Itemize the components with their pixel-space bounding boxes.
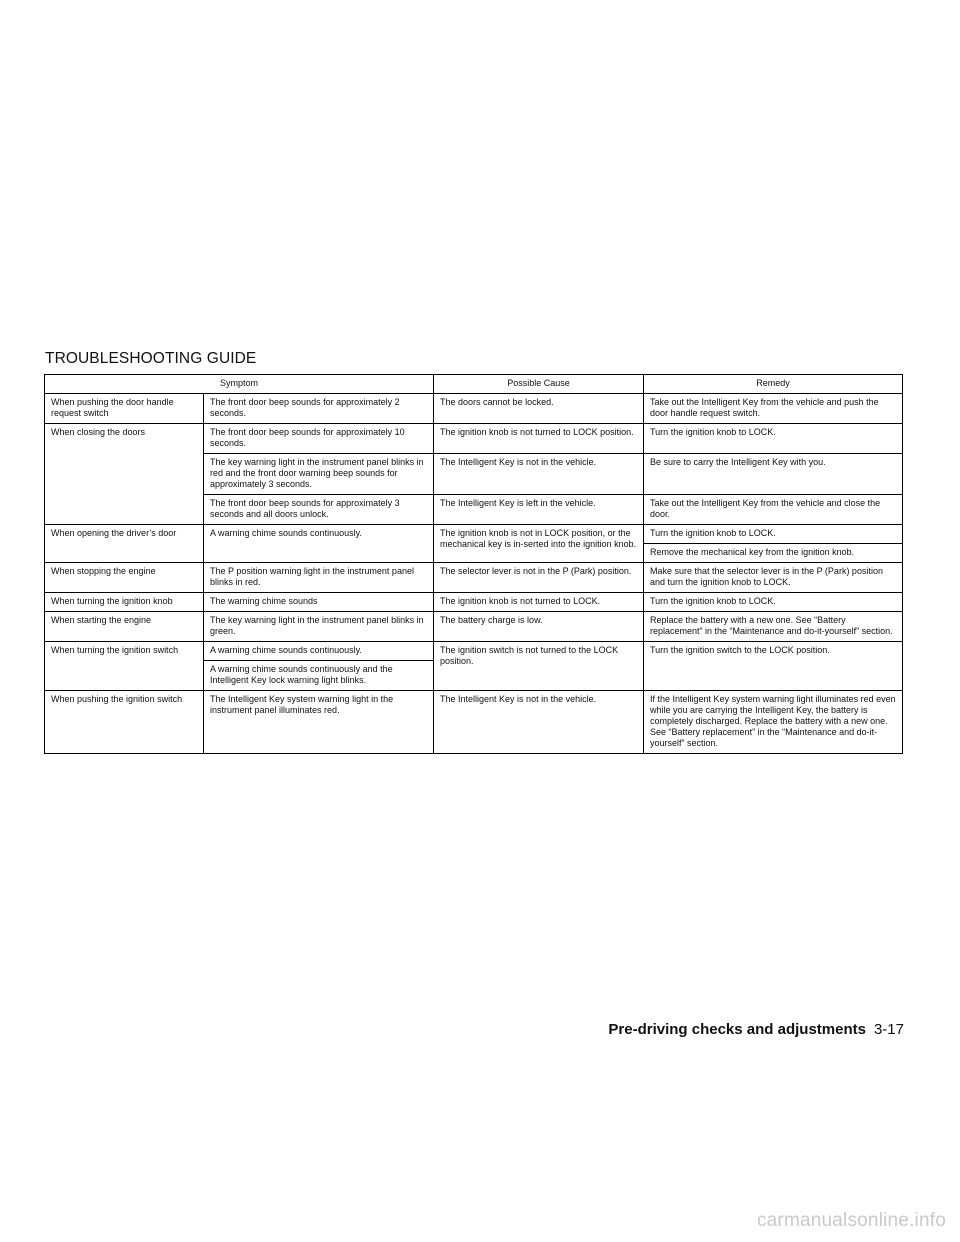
- cause-cell: The Intelligent Key is not in the vehicle.: [434, 691, 644, 754]
- table-row: [45, 424, 903, 454]
- table-row: [45, 642, 903, 661]
- remedy-cell: Replace the battery with a new one. See “Battery replacement” in the “Maintenance and do-it-yourself” section.: [644, 612, 903, 642]
- situation-cell: When pushing the door handle request switch: [45, 394, 204, 424]
- footer-section-title: Pre-driving checks and adjustments: [608, 1021, 866, 1038]
- cause-cell: The Intelligent Key is left in the vehicle.: [434, 495, 644, 525]
- situation-cell: When pushing the ignition switch: [45, 691, 204, 754]
- symptom-cell: The Intelligent Key system warning light in the instrument panel illuminates red.: [204, 691, 434, 754]
- table-row: [45, 691, 903, 754]
- symptom-cell: The P position warning light in the instrument panel blinks in red.: [204, 563, 434, 593]
- remedy-cell: Make sure that the selector lever is in the P (Park) position and turn the ignition knob to LOCK.: [644, 563, 903, 593]
- situation-cell: When stopping the engine: [45, 563, 204, 593]
- header-symptom: Symptom: [45, 375, 434, 394]
- page-footer: [608, 1021, 904, 1038]
- remedy-cell: Turn the ignition knob to LOCK.: [644, 424, 903, 454]
- troubleshooting-table: [44, 374, 903, 754]
- page-number: 3-17: [873, 1021, 904, 1038]
- watermark: carmanualsonline.info: [756, 1210, 946, 1231]
- symptom-cell: The warning chime sounds: [204, 593, 434, 612]
- situation-cell: When starting the engine: [45, 612, 204, 642]
- cause-cell: The doors cannot be locked.: [434, 394, 644, 424]
- cause-cell: The ignition knob is not in LOCK position, or the mechanical key is in-serted into the ignition knob.: [434, 525, 644, 563]
- remedy-cell: If the Intelligent Key system warning light illuminates red even while you are carrying the Intelligent Key, the battery is completely discharged. Replace the battery with a new one. See “Battery replacement” in the “Maintenance and do-it-yourself” section.: [644, 691, 903, 754]
- table-row: [45, 593, 903, 612]
- table-header-row: [45, 375, 903, 394]
- table-row: [45, 525, 903, 544]
- table-row: [45, 394, 903, 424]
- remedy-cell: Turn the ignition knob to LOCK.: [644, 593, 903, 612]
- cause-cell: The Intelligent Key is not in the vehicle.: [434, 454, 644, 495]
- remedy-cell: Turn the ignition knob to LOCK.: [644, 525, 903, 544]
- symptom-cell: The front door beep sounds for approximately 2 seconds.: [204, 394, 434, 424]
- symptom-cell: The key warning light in the instrument panel blinks in green.: [204, 612, 434, 642]
- page-title: TROUBLESHOOTING GUIDE: [45, 350, 257, 367]
- situation-cell: When turning the ignition knob: [45, 593, 204, 612]
- cause-cell: The selector lever is not in the P (Park) position.: [434, 563, 644, 593]
- situation-cell: When opening the driver’s door: [45, 525, 204, 563]
- symptom-cell: A warning chime sounds continuously.: [204, 642, 434, 661]
- situation-cell: When closing the doors: [45, 424, 204, 525]
- symptom-cell: The key warning light in the instrument panel blinks in red and the front door warning beep sounds for approximately 3 seconds.: [204, 454, 434, 495]
- symptom-cell: The front door beep sounds for approximately 10 seconds.: [204, 424, 434, 454]
- cause-cell: The battery charge is low.: [434, 612, 644, 642]
- remedy-cell: Take out the Intelligent Key from the vehicle and push the door handle request switch.: [644, 394, 903, 424]
- header-remedy: Remedy: [644, 375, 903, 394]
- cause-cell: The ignition knob is not turned to LOCK position.: [434, 424, 644, 454]
- cause-cell: The ignition switch is not turned to the LOCK position.: [434, 642, 644, 691]
- remedy-cell: Be sure to carry the Intelligent Key with you.: [644, 454, 903, 495]
- remedy-cell: Take out the Intelligent Key from the vehicle and close the door.: [644, 495, 903, 525]
- cause-cell: The ignition knob is not turned to LOCK.: [434, 593, 644, 612]
- symptom-cell: A warning chime sounds continuously and the Intelligent Key lock warning light blinks.: [204, 661, 434, 691]
- symptom-cell: A warning chime sounds continuously.: [204, 525, 434, 563]
- remedy-cell: Remove the mechanical key from the ignition knob.: [644, 544, 903, 563]
- table-row: [45, 563, 903, 593]
- header-possible-cause: Possible Cause: [434, 375, 644, 394]
- table-row: [45, 612, 903, 642]
- situation-cell: When turning the ignition switch: [45, 642, 204, 691]
- symptom-cell: The front door beep sounds for approximately 3 seconds and all doors unlock.: [204, 495, 434, 525]
- remedy-cell: Turn the ignition switch to the LOCK position.: [644, 642, 903, 691]
